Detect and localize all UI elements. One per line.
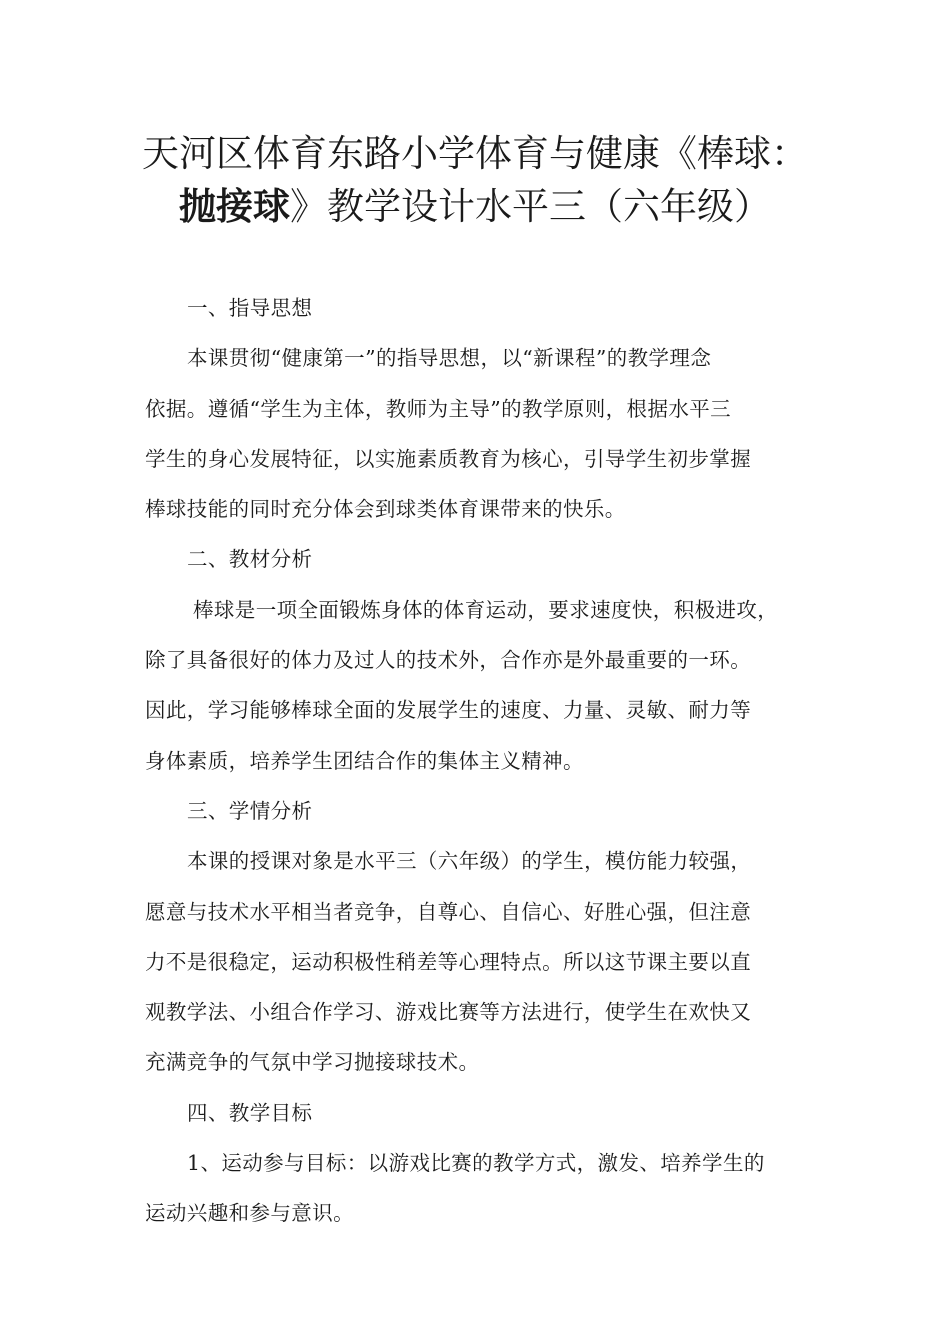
paragraph-line: 充满竞争的气氛中学习抛接球技术。 [145, 1050, 480, 1075]
paragraph-line: 依据。遵循“学生为主体，教师为主导”的教学原则，根据水平三 [145, 396, 732, 421]
title-bold-part: 抛接球 [179, 184, 290, 228]
paragraph-line: 棒球技能的同时充分体会到球类体育课带来的快乐。 [145, 497, 626, 522]
paragraph-line: 棒球是一项全面锻炼身体的体育运动，要求速度快，积极进攻， [193, 597, 779, 622]
paragraph-line: 因此，学习能够棒球全面的发展学生的速度、力量、灵敏、耐力等 [145, 698, 752, 723]
document-body [145, 283, 810, 1239]
paragraph-line: 身体素质，培养学生团结合作的集体主义精神。 [145, 748, 584, 773]
paragraph-line: 力不是很稳定，运动积极性稍差等心理特点。所以这节课主要以直 [145, 949, 752, 974]
paragraph-line: 本课的授课对象是水平三（六年级）的学生，模仿能力较强， [187, 849, 752, 874]
section-heading-material: 二、教材分析 [187, 547, 313, 572]
paragraph-line: 学生的身心发展特征，以实施素质教育为核心，引导学生初步掌握 [145, 446, 752, 471]
paragraph-line: 愿意与技术水平相当者竞争，自尊心、自信心、好胜心强，但注意 [145, 899, 752, 924]
paragraph-line: 本课贯彻“健康第一”的指导思想，以“新课程”的教学理念 [187, 346, 712, 371]
paragraph-line: 运动兴趣和参与意识。 [145, 1201, 354, 1226]
section-heading-goals: 四、教学目标 [187, 1100, 313, 1125]
paragraph-line: 观教学法、小组合作学习、游戏比赛等方法进行，使学生在欢快又 [145, 1000, 752, 1025]
title-line-1: 天河区体育东路小学体育与健康《棒球： [142, 132, 808, 175]
paragraph-line: 1、运动参与目标：以游戏比赛的教学方式，激发、培养学生的 [187, 1151, 765, 1176]
section-heading-guiding: 一、指导思想 [187, 296, 313, 320]
title-line-2-rest: 》教学设计水平三（六年级） [290, 185, 771, 228]
document-title [100, 128, 850, 233]
paragraph-line: 除了具备很好的体力及过人的技术外，合作亦是外最重要的一环。 [145, 648, 752, 673]
section-heading-students: 三、学情分析 [187, 798, 313, 823]
